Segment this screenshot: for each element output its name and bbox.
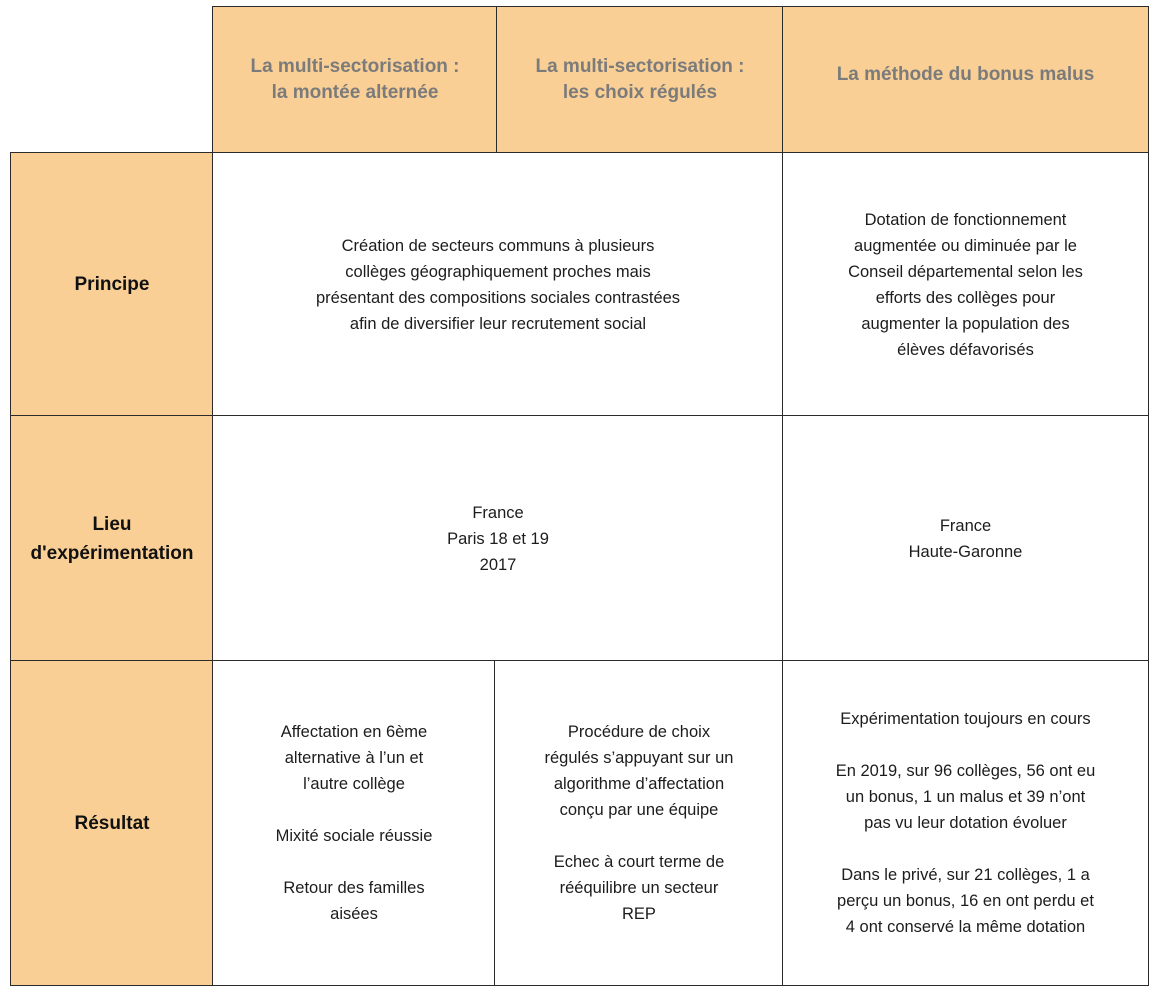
cell-line: Paris 18 et 19 bbox=[447, 529, 549, 548]
column-header-montee-alternee bbox=[212, 6, 498, 154]
principe-bonus-malus-cell bbox=[782, 152, 1149, 417]
row-header-resultat bbox=[10, 660, 214, 986]
cell-line: pas vu leur dotation évoluer bbox=[864, 814, 1067, 832]
cell-line: algorithme d’affectation bbox=[553, 775, 725, 793]
row-header-label: Résultat bbox=[74, 812, 150, 834]
cell-line: Retour des familles bbox=[283, 879, 425, 897]
cell-line: augmentée ou diminuée par le bbox=[854, 236, 1077, 255]
cell-line: afin de diversifier leur recrutement social bbox=[349, 314, 647, 333]
cell-line: France bbox=[472, 503, 524, 522]
resultat-montee-alternee-cell bbox=[212, 660, 496, 986]
cell-line: élèves défavorisés bbox=[897, 340, 1034, 359]
lieu-bonus-malus-cell bbox=[782, 415, 1149, 662]
cell-line: Conseil départemental selon les bbox=[848, 262, 1083, 281]
cell-line: 4 ont conservé la même dotation bbox=[845, 918, 1086, 936]
cell-line: collèges géographiquement proches mais bbox=[345, 262, 651, 281]
cell-line: efforts des collèges pour bbox=[875, 288, 1056, 307]
cell-line: En 2019, sur 96 collèges, 56 ont eu bbox=[835, 762, 1096, 780]
cell-line: augmenter la population des bbox=[861, 314, 1070, 333]
cell-line: 2017 bbox=[479, 555, 517, 574]
resultat-bonus-malus-cell bbox=[782, 660, 1149, 986]
cell-line: Dotation de fonctionnement bbox=[864, 210, 1067, 229]
cell-line: Création de secteurs communs à plusieurs bbox=[341, 236, 655, 255]
row-header-principe bbox=[10, 152, 214, 417]
cell-line: un bonus, 1 un malus et 39 n’ont bbox=[845, 788, 1086, 806]
cell-line: perçu un bonus, 16 en ont perdu et bbox=[837, 892, 1094, 910]
row-header-lieu bbox=[10, 415, 214, 662]
principe-multi-sectorisation-cell bbox=[212, 152, 784, 417]
column-header-line: La multi-sectorisation : bbox=[250, 56, 460, 77]
column-header-choix-regules bbox=[496, 6, 784, 154]
cell-line: présentant des compositions sociales contrastées bbox=[315, 288, 681, 307]
row-header-label: Principe bbox=[74, 274, 150, 295]
row-header-line: d'expérimentation bbox=[30, 542, 194, 564]
cell-line: Dans le privé, sur 21 collèges, 1 a bbox=[841, 866, 1090, 884]
cell-line: Haute-Garonne bbox=[908, 542, 1023, 561]
cell-line: France bbox=[939, 516, 992, 535]
column-header-line: la montée alternée bbox=[271, 82, 439, 103]
cell-line: REP bbox=[622, 905, 656, 923]
column-header-line: les choix régulés bbox=[562, 82, 718, 103]
row-header-line: Lieu bbox=[92, 513, 132, 535]
cell-line: l’autre collège bbox=[303, 775, 405, 793]
cell-line: Mixité sociale réussie bbox=[275, 827, 433, 845]
cell-line: aisées bbox=[330, 905, 378, 923]
cell-line: conçu par une équipe bbox=[559, 801, 719, 819]
cell-line: Echec à court terme de bbox=[553, 853, 725, 871]
resultat-choix-regules-cell bbox=[494, 660, 784, 986]
column-header-bonus-malus bbox=[782, 6, 1149, 154]
cell-line: alternative à l’un et bbox=[284, 749, 424, 767]
cell-line: Affectation en 6ème bbox=[280, 723, 428, 741]
cell-line: rééquilibre un secteur bbox=[559, 879, 719, 897]
lieu-multi-sectorisation-cell bbox=[212, 415, 784, 662]
column-header-line: La multi-sectorisation : bbox=[535, 56, 745, 77]
cell-line: régulés s’appuyant sur un bbox=[544, 749, 734, 767]
cell-line: Procédure de choix bbox=[567, 723, 711, 741]
cell-line: Expérimentation toujours en cours bbox=[840, 710, 1091, 728]
column-header-line: La méthode du bonus malus bbox=[836, 64, 1095, 85]
